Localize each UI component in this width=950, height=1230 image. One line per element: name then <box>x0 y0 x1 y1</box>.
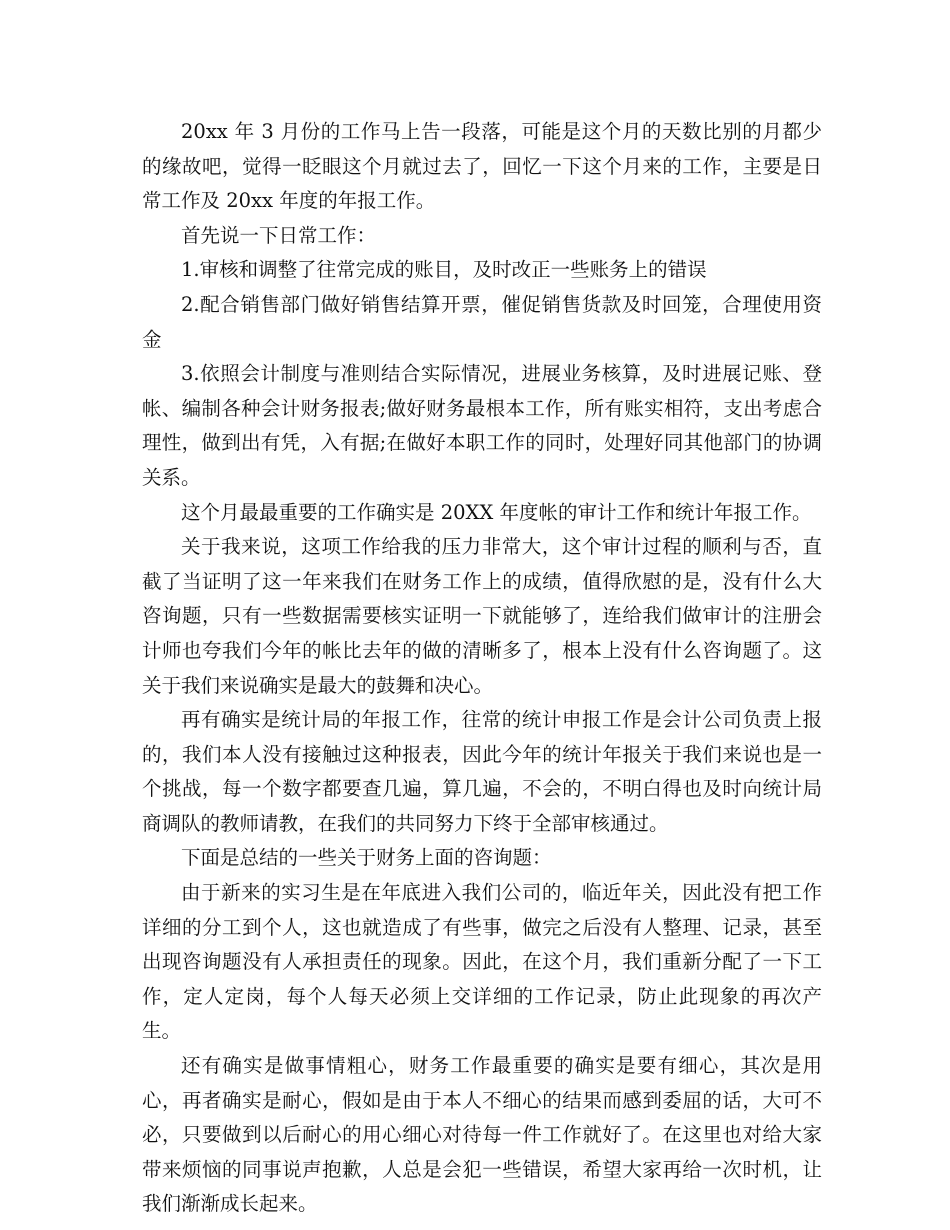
paragraph-audit: 关于我来说，这项工作给我的压力非常大，这个审计过程的顺利与否，直截了当证明了这一年来我们在财务工作上的成绩，值得欣慰的是，没有什么大咨询题，只有一些数据需要核实证明一下就能够了，连给我们做审计的注册会计师也夸我们今年的帐比去年的做的清晰多了，根本上没有什么咨询题了。这关于我们来说确实是最大的鼓舞和决心。 <box>142 535 822 697</box>
list-item-1: 1.审核和调整了往常完成的账目，及时改正一些账务上的错误 <box>181 258 707 282</box>
list-item-3: 3.依照会计制度与准则结合实际情况，进展业务核算，及时进展记账、登帐、编制各种会计财务报表;做好财务最根本工作，所有账实相符，支出考虑合理性，做到出有凭，入有据;在做好本职工作的同时，处理好同其他部门的协调关系。 <box>142 362 822 489</box>
paragraph-intern-problem: 由于新来的实习生是在年底进入我们公司的，临近年关，因此没有把工作详细的分工到个人，这也就造成了有些事，做完之后没有人整理、记录，甚至出现咨询题没有人承担责任的现象。因此，在这个月，我们重新分配了一下工作，定人定岗，每个人每天必须上交详细的工作记录，防止此现象的再次产生。 <box>142 881 822 1043</box>
paragraph-intro: 20xx 年 3 月份的工作马上告一段落，可能是这个月的天数比别的月都少的缘故吧，觉得一眨眼这个月就过去了，回忆一下这个月来的工作，主要是日常工作及 20xx 年度的年报工作。 <box>142 120 822 213</box>
paragraph-key-work: 这个月最最重要的工作确实是 20XX 年度帐的审计工作和统计年报工作。 <box>181 500 812 524</box>
paragraph-statistics-report: 再有确实是统计局的年报工作，往常的统计申报工作是会计公司负责上报的，我们本人没有接触过这种报表，因此今年的统计年报关于我们来说也是一个挑战，每一个数字都要查几遍，算几遍，不会的，不明白得也及时向统计局商调队的教师请教，在我们的共同努力下终于全部审核通过。 <box>142 708 822 835</box>
list-item-2: 2.配合销售部门做好销售结算开票，催促销售货款及时回笼，合理使用资金 <box>142 292 822 351</box>
paragraph-problems-heading: 下面是总结的一些关于财务上面的咨询题： <box>181 846 552 870</box>
paragraph-daily-work-heading: 首先说一下日常工作： <box>181 223 377 247</box>
paragraph-carelessness: 还有确实是做事情粗心，财务工作最重要的确实是要有细心，其次是用心，再者确实是耐心，假如是由于本人不细心的结果而感到委屈的话，大可不必，只要做到以后耐心的用心细心对待每一件工作就好了。在这里也对给大家带来烦恼的同事说声抱歉，人总是会犯一些错误，希望大家再给一次时机，让我们渐渐成长起来。 <box>142 1054 822 1216</box>
document-body <box>142 115 822 1222</box>
